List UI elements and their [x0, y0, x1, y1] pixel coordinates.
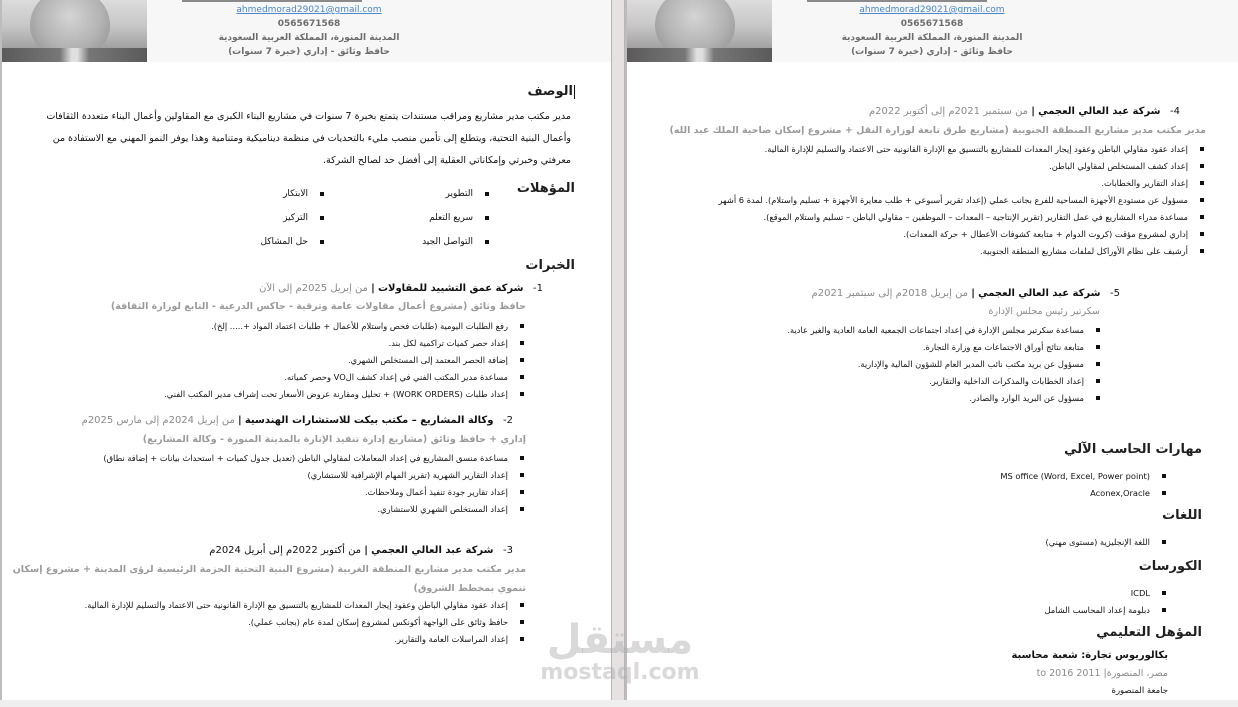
courses-heading: الكورسات: [1138, 559, 1202, 574]
task-item: إعداد عقود مقاولي الباطن وعقود إيجار المعدات للمشاريع بالتنسيق مع الإدارة القانونية حتى الاعتماد والتسليم للإدارة المالية.: [85, 597, 526, 614]
location: المدينة المنورة، المملكة العربية السعودية: [218, 33, 400, 43]
task-item: إعداد عقود مقاولي الباطن وعقود إيجار المعدات للمشاريع بالتنسيق مع الإدارة القانونية حتى الاعتماد والتسليم للإدارة المالية.: [646, 141, 1206, 158]
phone-number: 0565671568: [277, 19, 341, 29]
qualification-item: التواصل الجيد: [381, 230, 491, 254]
job-4-header: 4- شركة عبد العالي العجمي | من سبتمبر 2021م إلى أكتوبر 2022م: [868, 106, 1180, 117]
job-2-role: إداري + حافظ وثائق (مشاريع إدارة تنفيذ الإنارة بالمدينة المنورة - وكالة المشاريع): [142, 434, 526, 445]
qualification-item: حل المشاكل: [216, 230, 326, 254]
qualifications-col-1: [381, 182, 491, 254]
email-link[interactable]: ahmedmorad29021@gmail.com: [859, 5, 1005, 15]
task-item: إعداد التقارير الشهرية (تقرير المهام الإشرافية للاستشاري): [103, 467, 526, 484]
job-dates: من إبريل 2025م إلى الآن: [259, 283, 368, 294]
task-item: مساعدة سكرتير مجلس الإدارة في إعداد اجتماعات الجمعية العامة العادية والغير عادية.: [787, 322, 1102, 339]
profile-photo: [627, 0, 772, 62]
task-item: إعداد طلبات (WORK ORDERS) + تحليل ومقارنة عروض الأسعار تحت إشراف مدير المكتب الفني.: [164, 386, 526, 403]
education-place-years: مصر، المنصورة| 2011 to 2016: [1036, 668, 1168, 679]
languages-heading: اللغات: [1162, 508, 1202, 523]
computer-skills-list: [1000, 468, 1168, 502]
job-5-role: سكرتير رئيس مجلس الإدارة: [988, 306, 1100, 317]
job-dates: من أكتوبر 2022م إلى أبريل 2024م: [209, 545, 362, 556]
course-item: ICDL: [1044, 585, 1168, 602]
job-dates: من سبتمبر 2021م إلى أكتوبر 2022م: [868, 106, 1029, 117]
education-heading: المؤهل التعليمي: [1096, 625, 1202, 640]
company-name: وكالة المشاريع – مكتب بيكت للاستشارات الهندسية: [244, 415, 494, 426]
qualification-item: التركيز: [216, 206, 326, 230]
job-5-tasks: [787, 322, 1102, 407]
experience-heading: الخبرات: [525, 258, 575, 273]
profile-suit: [627, 48, 772, 62]
job-1-tasks: [164, 318, 526, 403]
resume-header: [627, 0, 1238, 62]
task-item: مساعدة منسق المشاريع في إعداد المعاملات لمقاولي الباطن (تعديل جدول كميات + استحداث بيانات + إضافة نطاق): [103, 450, 526, 467]
job-2-header: 2- وكالة المشاريع – مكتب بيكت للاستشارات الهندسية | من إبريل 2024م إلى مارس 2025م: [81, 415, 513, 426]
job-dates: من إبريل 2024م إلى مارس 2025م: [81, 415, 235, 426]
header-divider: [807, 0, 987, 2]
resume-page-1: [0, 0, 611, 700]
task-item: إعداد تقارير جودة تنفيذ أعمال وملاحظات.: [103, 484, 526, 501]
qualification-item: الابتكار: [216, 182, 326, 206]
task-item: إعداد التقارير والخطابات.: [646, 175, 1206, 192]
profile-suit: [2, 48, 147, 62]
job-4-role: مدير مكتب مدير مشاريع المنطقة الجنوبية (مشاريع طرق تابعة لوزارة النقل + مشروع إسكان ضاحية الملك عبد الله): [669, 125, 1206, 136]
company-name: شركة عبد العالي العجمي: [1038, 106, 1161, 117]
page-gutter: [611, 0, 625, 707]
job-3-tasks: [85, 597, 526, 648]
company-name: شركة عمق التشييد للمقاولات: [377, 283, 524, 294]
company-name: شركة عبد العالي العجمي: [371, 545, 494, 556]
education-university: جامعة المنصورة: [1111, 686, 1168, 696]
task-item: مساعدة مدراء المشاريع في عمل التقارير (تقرير الإنتاجية – المعدات – الموظفين – مقاولي الباطن – تسليم واستلام الموقع).: [646, 209, 1206, 226]
job-2-tasks: [103, 450, 526, 518]
language-item: اللغة الإنجليزية (مستوى مهني): [1045, 534, 1168, 551]
task-item: مساعدة مدير المكتب الفني في إعداد كشف الVO وحصر كمياته.: [164, 369, 526, 386]
task-item: مسؤول عن البريد الوارد والصادر.: [787, 390, 1102, 407]
job-dates: من إبريل 2018م إلى سبتمبر 2021م: [811, 288, 969, 299]
job-title: حافظ وثائق - إداري (خبرة 7 سنوات): [228, 47, 390, 57]
qualification-item: سريع التعلم: [381, 206, 491, 230]
task-item: حافظ وثائق على الواجهة أكونكس لمشروع إسكان لمدة عام (بجانب عملي).: [85, 614, 526, 631]
languages-list: [1045, 534, 1168, 551]
profile-photo: [2, 0, 147, 62]
job-3-header: 3- شركة عبد العالي العجمي | من أكتوبر 2022م إلى أبريل 2024م: [209, 545, 513, 556]
task-item: إضافة الحصر المعتمد إلى المستخلص الشهري.: [164, 352, 526, 369]
job-5-header: 5- شركة عبد العالي العجمي | من إبريل 2018م إلى سبتمبر 2021م: [811, 288, 1120, 299]
task-item: إداري لمشروع مؤقت (كروت الدوام + متابعة كشوفات الأعطال + حركة المعدات).: [646, 226, 1206, 243]
task-item: إعداد كشف المستخلص لمقاولي الباطن.: [646, 158, 1206, 175]
resume-header: [2, 0, 611, 62]
description-text: مدير مكتب مدير مشاريع ومراقب مستندات يتمتع بخبرة 7 سنوات في مشاريع البناء الكبرى مع المقاولين وأعمال البناء متعددة الثقافات وأعمال البنية التحتية، ويتطلع إلى تأمين منصب مليء بالتحديات في منظمة ديناميكية ومتنامية وهذا يوفر النمو المهني مع الاستفادة من معرفتي وخبرتي وإمكاناتي العقلية إلى أفضل حد لصالح الشركة.: [46, 111, 571, 166]
contact-block: [802, 3, 1062, 59]
skill-item: MS office (Word, Excel, Power point): [1000, 468, 1168, 485]
phone-number: 0565671568: [900, 19, 964, 29]
job-title: حافظ وثائق - إداري (خبرة 7 سنوات): [851, 47, 1013, 57]
watermark-latin: mostaql.com: [540, 660, 700, 685]
task-item: إعداد حصر كميات تراكمية لكل بند.: [164, 335, 526, 352]
task-item: متابعة نتائج أوراق الاجتماعات مع وزارة التجارة.: [787, 339, 1102, 356]
header-divider: [182, 0, 362, 2]
courses-list: [1044, 585, 1168, 619]
text-cursor: [574, 85, 575, 99]
education-degree: بكالوريوس تجارة: شعبة محاسبة: [1011, 650, 1168, 661]
task-item: مسؤول عن مستودع الأجهزة المساحية للفرع بجانب عملي (إعداد تقرير أسبوعي + طلب معايرة الأجهزة + تسليم واستلام). لمدة 6 أشهر: [646, 192, 1206, 209]
task-item: إعداد المستخلص الشهري للاستشاري.: [103, 501, 526, 518]
company-name: شركة عبد العالي العجمي: [978, 288, 1101, 299]
contact-block: [179, 3, 439, 59]
qualifications-col-2: [216, 182, 326, 254]
task-item: أرشيف على نظام الأوراكل لملفات مشاريع المنطقة الجنوبية.: [646, 243, 1206, 260]
email-link[interactable]: ahmedmorad29021@gmail.com: [236, 5, 382, 15]
task-item: إعداد الخطابات والمذكرات الداخلية والتقارير.: [787, 373, 1102, 390]
computer-skills-heading: مهارات الحاسب الآلي: [1064, 442, 1202, 457]
location: المدينة المنورة، المملكة العربية السعودية: [841, 33, 1023, 43]
job-1-role: حافظ وثائق (مشروع أعمال مقاولات عامة وترقية - جاكس الدرعية - التابع لوزارة الثقافة): [110, 301, 526, 312]
job-3-role: مدير مكتب مدير مشاريع المنطقة الغربية (مشروع البنية التحتية الحزمة الرئيسية لرؤى المدينة + مشروع إسكان تنموي بمخطط الشروق): [12, 564, 526, 594]
task-item: إعداد المراسلات العامة والتقارير.: [85, 631, 526, 648]
skill-item: Aconex,Oracle: [1000, 485, 1168, 502]
job-1-header: 1- شركة عمق التشييد للمقاولات | من إبريل 2025م إلى الآن: [259, 283, 543, 294]
resume-page-2: [625, 0, 1238, 700]
task-item: مسؤول عن بريد مكتب نائب المدير العام للشؤون المالية والإدارية.: [787, 356, 1102, 373]
watermark-arabic: مستقل: [546, 617, 694, 663]
job-4-tasks: [646, 141, 1206, 260]
bottom-strip: [0, 700, 1238, 707]
description-heading: الوصف: [527, 84, 573, 99]
qualification-item: التطوير: [381, 182, 491, 206]
qualifications-list: [260, 182, 491, 262]
course-item: دبلومة إعداد المحاسب الشامل: [1044, 602, 1168, 619]
task-item: رفع الطلبات اليومية (طلبات فحص واستلام للأعمال + طلبات اعتماد المواد +..... إلخ).: [164, 318, 526, 335]
qualifications-heading: المؤهلات: [516, 181, 575, 196]
